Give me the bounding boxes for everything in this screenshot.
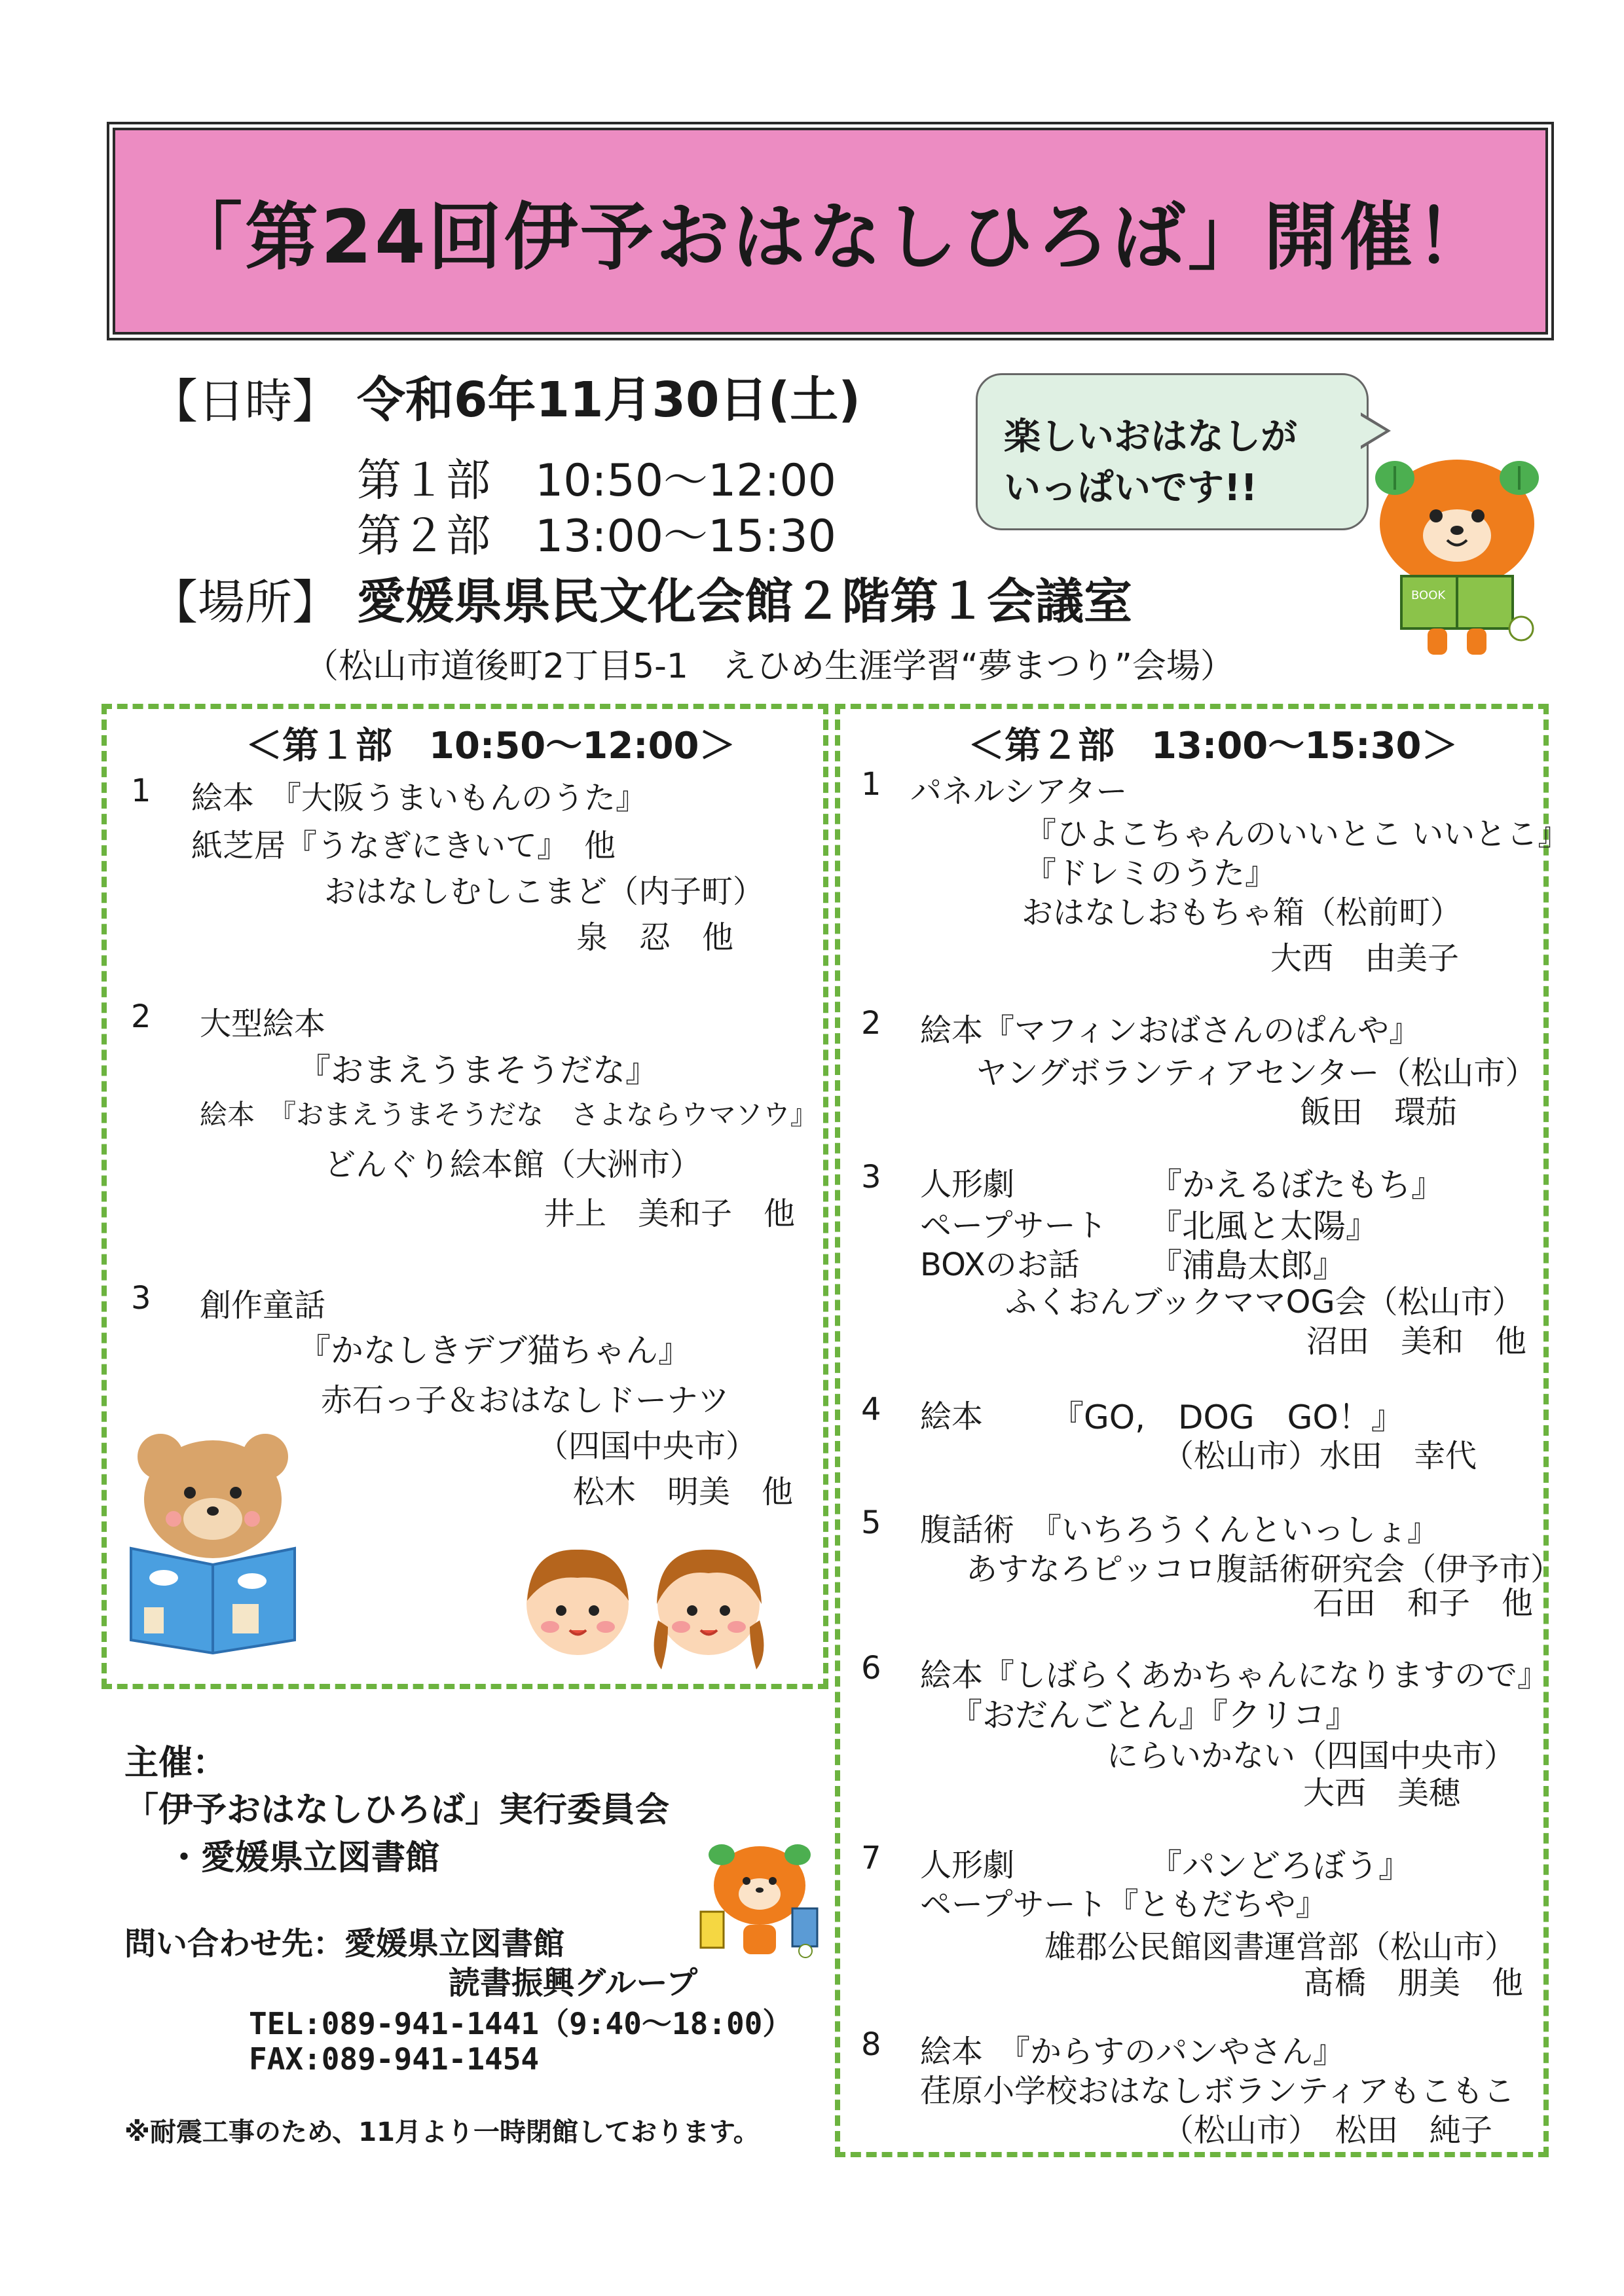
part2-item-8-line-2: 荏原小学校おはなしボランティアもこもこ (920, 2073, 1515, 2109)
part2-item-8-line-3: （松山市） 松田 純子 (1162, 2112, 1493, 2149)
part1-item-1-line-3: おはなしむしこまど（内子町） (324, 873, 765, 910)
part2-item-7-line-4: 雄郡公民館図書運営部（松山市） (1044, 1929, 1517, 1965)
book-label: BOOK (1411, 589, 1446, 602)
bubble-line-2: いっぱいです!! (1004, 467, 1258, 509)
datetime-label: 【日時】 (151, 374, 340, 429)
venue-label: 【場所】 (151, 575, 340, 630)
part2-item-3-line-3: ペープサート (920, 1207, 1107, 1244)
part1-item-2-line-2: 『おまえうまそうだな』 (298, 1051, 658, 1089)
part1-item-1-line-1: 絵本 『大阪うまいもんのうた』 (191, 780, 648, 816)
part2-item-6-line-3: にらいかない（四国中央市） (1107, 1738, 1516, 1774)
part1-item-3-line-2: 『かなしきデブ猫ちゃん』 (298, 1332, 691, 1370)
organizer-line-1: 「伊予おはなしひろば」実行委員会 (124, 1791, 670, 1830)
part2-item-3-num: 3 (861, 1159, 881, 1195)
organizer-line-2: ・愛媛県立図書館 (167, 1838, 440, 1878)
part2-item-4-num: 4 (861, 1391, 881, 1428)
mascot-books-icon (694, 1836, 825, 1964)
organizer-label: 主催： (124, 1743, 227, 1783)
speech-tail-inner (1359, 415, 1386, 446)
part1-item-2-line-5: 井上 美和子 他 (544, 1195, 796, 1232)
part2-item-1-line-5: 大西 由美子 (1270, 940, 1460, 977)
part1-time: 第１部 10:50～12:00 (357, 455, 836, 507)
part2-item-7-line-5: 髙橋 朋美 他 (1303, 1965, 1524, 2001)
part1-heading: ＜第１部 10:50～12:00＞ (246, 725, 736, 767)
part2-item-6-num: 6 (861, 1650, 881, 1686)
part2-item-1-line-4: おはなしおもちゃ箱（松前町） (1022, 894, 1462, 931)
part1-item-3-line-4: （四国中央市） (537, 1428, 758, 1465)
part2-item-6-line-1: 絵本『しばらくあかちゃんになりますので』 (920, 1657, 1549, 1694)
part2-item-3-line-6: 『浦島太郎』 (1149, 1247, 1346, 1285)
part2-item-1-line-1: パネルシアター (910, 773, 1128, 810)
girl-face-icon (645, 1542, 776, 1676)
part2-item-5-line-1: 腹話術 『いちろうくんといっしょ』 (920, 1512, 1439, 1548)
part2-item-1-line-2: 『ひよこちゃんのいいとこ いいとこ』 (1025, 816, 1570, 852)
part1-item-3-line-3: 赤石っ子＆おはなしドーナツ (321, 1382, 729, 1419)
closure-notice: ※耐震工事のため、11月より一時閉館しております。 (124, 2117, 760, 2147)
part2-item-7-line-2: 『パンどろぼう』 (1149, 1847, 1411, 1885)
part2-item-8-line-1: 絵本 『からすのパンやさん』 (920, 2033, 1345, 2070)
speech-bubble (976, 373, 1369, 530)
part2-item-6-line-2: 『おだんごとん』『クリコ』 (950, 1696, 1358, 1734)
part2-item-3-line-5: BOXのお話 (920, 1247, 1080, 1283)
contact-line-1: 問い合わせ先：愛媛県立図書館 (124, 1925, 565, 1962)
part1-item-2-line-1: 大型絵本 (200, 1006, 326, 1042)
part2-time: 第２部 13:00～15:30 (357, 511, 836, 562)
part2-item-7-line-1: 人形劇 (920, 1847, 1015, 1884)
part1-item-1-num: 1 (131, 773, 151, 809)
part2-item-2-line-1: 絵本『マフィンおばさんのぱんや』 (920, 1012, 1421, 1049)
venue-address: （松山市道後町2丁目5-1 えひめ生涯学習“夢まつり”会場） (304, 647, 1234, 686)
part2-item-3-line-8: 沼田 美和 他 (1306, 1323, 1527, 1360)
part2-item-6-line-4: 大西 美穂 (1303, 1775, 1461, 1812)
part2-item-4-line-2: 『GO, DOG GO！』 (1051, 1398, 1404, 1436)
part2-item-1-num: 1 (861, 766, 881, 803)
part2-item-3-line-2: 『かえるぼたもち』 (1149, 1166, 1444, 1204)
part2-item-3-line-4: 『北風と太陽』 (1149, 1207, 1378, 1245)
contact-tel: TEL:089-941-1441（9:40～18:00） (249, 2006, 793, 2041)
part2-item-3-line-7: ふくおんブックママOG会（松山市） (1005, 1284, 1524, 1321)
part1-item-1-line-4: 泉 忍 他 (576, 919, 734, 956)
bear-reading-icon (118, 1421, 314, 1663)
part2-item-7-line-3: ペープサート『ともだちや』 (920, 1886, 1327, 1923)
part2-item-2-line-3: 飯田 環茄 (1300, 1094, 1458, 1131)
contact-line-2: 読書振興グループ (449, 1965, 698, 2001)
part2-item-4-line-3: （松山市）水田 幸代 (1162, 1438, 1477, 1474)
part2-item-5-num: 5 (861, 1504, 881, 1541)
part2-item-7-num: 7 (861, 1840, 881, 1876)
part2-item-4-line-1: 絵本 (920, 1398, 984, 1435)
part1-item-1-line-2: 紙芝居『うなぎにきいて』 他 (191, 828, 616, 864)
contact-fax: FAX:089-941-1454 (249, 2041, 540, 2077)
title-banner (113, 128, 1548, 335)
part2-item-5-line-2: あすなろピッコロ腹話術研究会（伊予市） (966, 1551, 1562, 1588)
part1-item-2-line-3: 絵本 『おまえうまそうだな さよならウマソウ』 (200, 1099, 818, 1131)
part2-heading: ＜第２部 13:00～15:30＞ (968, 725, 1458, 767)
page-title: 「第24回伊予おはなしひろば」開催！ (169, 194, 1492, 280)
part1-item-3-line-5: 松木 明美 他 (573, 1474, 794, 1510)
part2-item-2-num: 2 (861, 1005, 881, 1042)
mascot-reading-icon (1365, 452, 1549, 668)
part1-item-3-num: 3 (131, 1280, 151, 1317)
part2-item-1-line-3: 『ドレミのうた』 (1025, 855, 1277, 892)
part2-item-2-line-2: ヤングボランティアセンター（松山市） (976, 1055, 1537, 1091)
part1-item-3-line-1: 創作童話 (200, 1287, 326, 1324)
part1-item-2-line-4: どんぐり絵本館（大洲市） (324, 1146, 702, 1183)
part2-item-3-line-1: 人形劇 (920, 1166, 1015, 1203)
bubble-line-1: 楽しいおはなしが (1004, 416, 1297, 458)
part2-item-8-num: 8 (861, 2026, 881, 2063)
event-date: 令和6年11月30日(土) (357, 372, 861, 428)
part1-item-2-num: 2 (131, 998, 151, 1035)
boy-face-icon (521, 1542, 635, 1660)
venue-name: 愛媛県県民文化会館２階第１会議室 (357, 574, 1132, 630)
part2-item-5-line-3: 石田 和子 他 (1313, 1585, 1534, 1622)
